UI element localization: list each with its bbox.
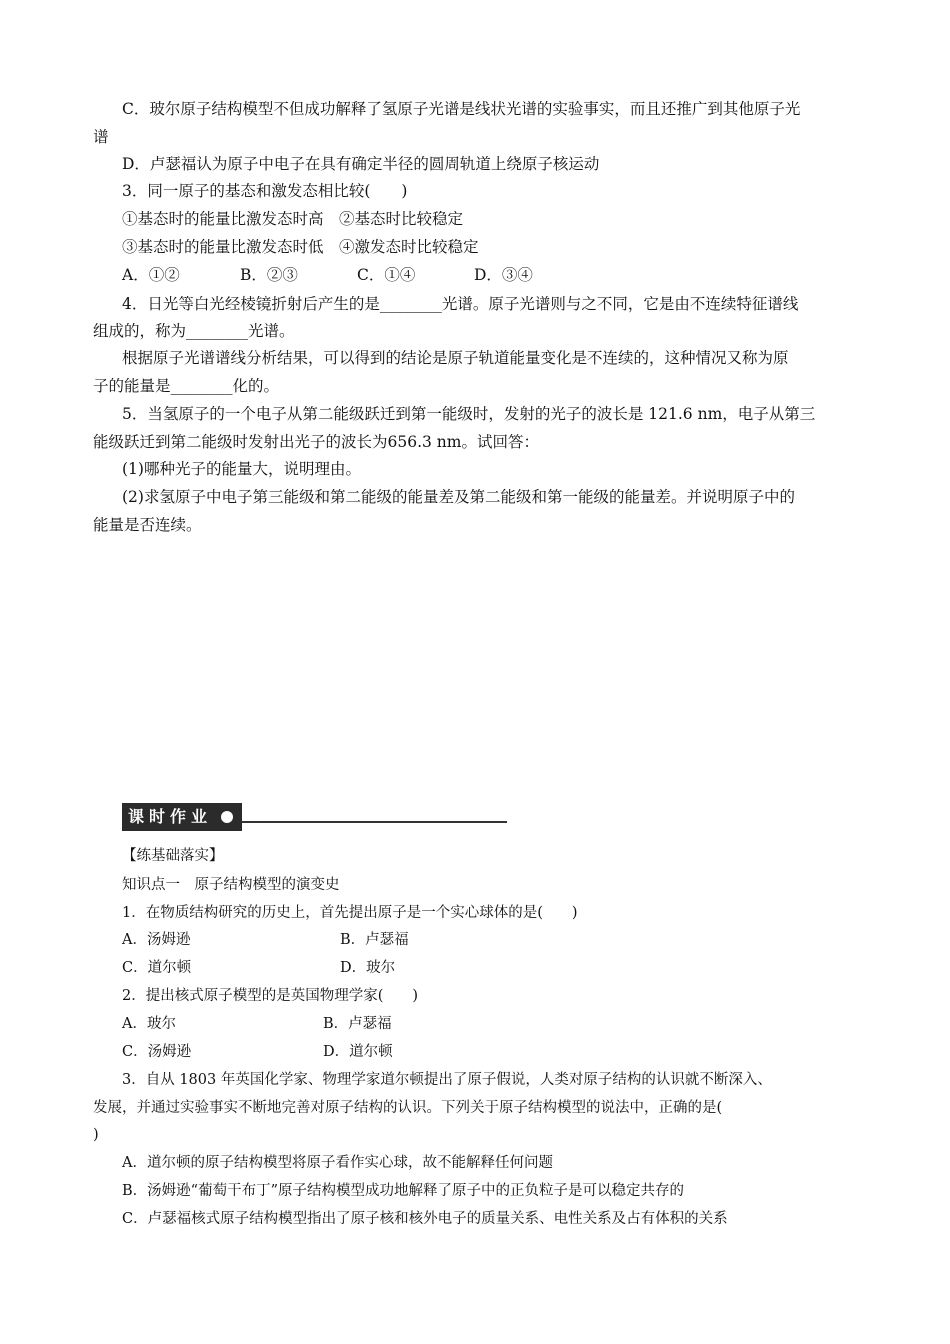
q5-line2: 能级跃迁到第二能级时发射出光子的波长为656.3 nm。试回答： [93, 433, 539, 451]
b1-option-a: A．汤姆逊 [122, 932, 191, 948]
q3-stem: 3．同一原子的基态和激发态相比较( ) [122, 182, 408, 200]
section-banner-box [122, 803, 242, 831]
b2-option-c: C．汤姆逊 [122, 1044, 192, 1060]
b2-option-d: D．道尔顿 [323, 1044, 393, 1060]
knowledge-point-title: 知识点一 原子结构模型的演变史 [122, 877, 340, 893]
section-banner-rule [242, 821, 507, 823]
b2-stem: 2．提出核式原子模型的是英国物理学家( ) [122, 988, 419, 1004]
b3-option-c: C．卢瑟福核式原子结构模型指出了原子核和核外电子的质量关系、电性关系及占有体积的关系 [122, 1211, 728, 1227]
q3-option-d: D．③④ [474, 266, 533, 284]
q2-option-c-line2: 谱 [93, 128, 109, 146]
q2-option-d: D．卢瑟福认为原子中电子在具有确定半径的圆周轨道上绕原子核运动 [122, 155, 600, 173]
b1-option-b: B．卢瑟福 [340, 932, 409, 948]
q2-option-c-line1: C．玻尔原子结构模型不但成功解释了氢原子光谱是线状光谱的实验事实，而且还推广到其他原子光 [122, 100, 801, 118]
q3-option-c: C．①④ [357, 266, 416, 284]
b3-line2: 发展，并通过实验事实不断地完善对原子结构的认识。下列关于原子结构模型的说法中，正确的是( [93, 1100, 723, 1116]
q3-option-a: A．①② [122, 266, 180, 284]
q5-sub2-line1: (2)求氢原子中电子第三能级和第二能级的能量差及第二能级和第一能级的能量差。并说明原子中的 [122, 488, 795, 506]
q5-sub2-line2: 能量是否连续。 [93, 516, 202, 534]
q3-option-b: B．②③ [240, 266, 298, 284]
q3-statement-1: ①基态时的能量比激发态时高 ②基态时比较稳定 [122, 210, 464, 228]
b3-option-a: A．道尔顿的原子结构模型将原子看作实心球，故不能解释任何问题 [122, 1155, 553, 1171]
practice-heading: 【练基础落实】 [122, 848, 224, 864]
q4-line2: 组成的，称为________光谱。 [93, 322, 295, 340]
b1-option-c: C．道尔顿 [122, 960, 192, 976]
q4-line1: 4．日光等白光经棱镜折射后产生的是________光谱。原子光谱则与之不同，它是由不连续特征谱线 [122, 295, 799, 313]
section-banner-label: 课时作业 [128, 807, 213, 826]
b3-line3: ) [93, 1127, 99, 1143]
b1-stem: 1．在物质结构研究的历史上，首先提出原子是一个实心球体的是( ) [122, 905, 578, 921]
section-banner [122, 803, 512, 831]
b2-option-a: A．玻尔 [122, 1016, 176, 1032]
b1-option-d: D．玻尔 [340, 960, 396, 976]
q4-line4: 子的能量是________化的。 [93, 377, 280, 395]
b2-option-b: B．卢瑟福 [323, 1016, 392, 1032]
bullet-dot-icon [221, 811, 233, 823]
b3-option-b: B．汤姆逊“葡萄干布丁”原子结构模型成功地解释了原子中的正负粒子是可以稳定共存的 [122, 1183, 684, 1199]
q3-statement-2: ③基态时的能量比激发态时低 ④激发态时比较稳定 [122, 238, 479, 256]
b3-line1: 3．自从 1803 年英国化学家、物理学家道尔顿提出了原子假说，人类对原子结构的认识就不断深入、 [122, 1072, 772, 1088]
q4-line3: 根据原子光谱谱线分析结果，可以得到的结论是原子轨道能量变化是不连续的，这种情况又称为原 [122, 349, 789, 367]
q5-sub1: (1)哪种光子的能量大，说明理由。 [122, 460, 361, 478]
q5-line1: 5．当氢原子的一个电子从第二能级跃迁到第一能级时，发射的光子的波长是 121.6 nm，电子从第三 [122, 405, 816, 423]
